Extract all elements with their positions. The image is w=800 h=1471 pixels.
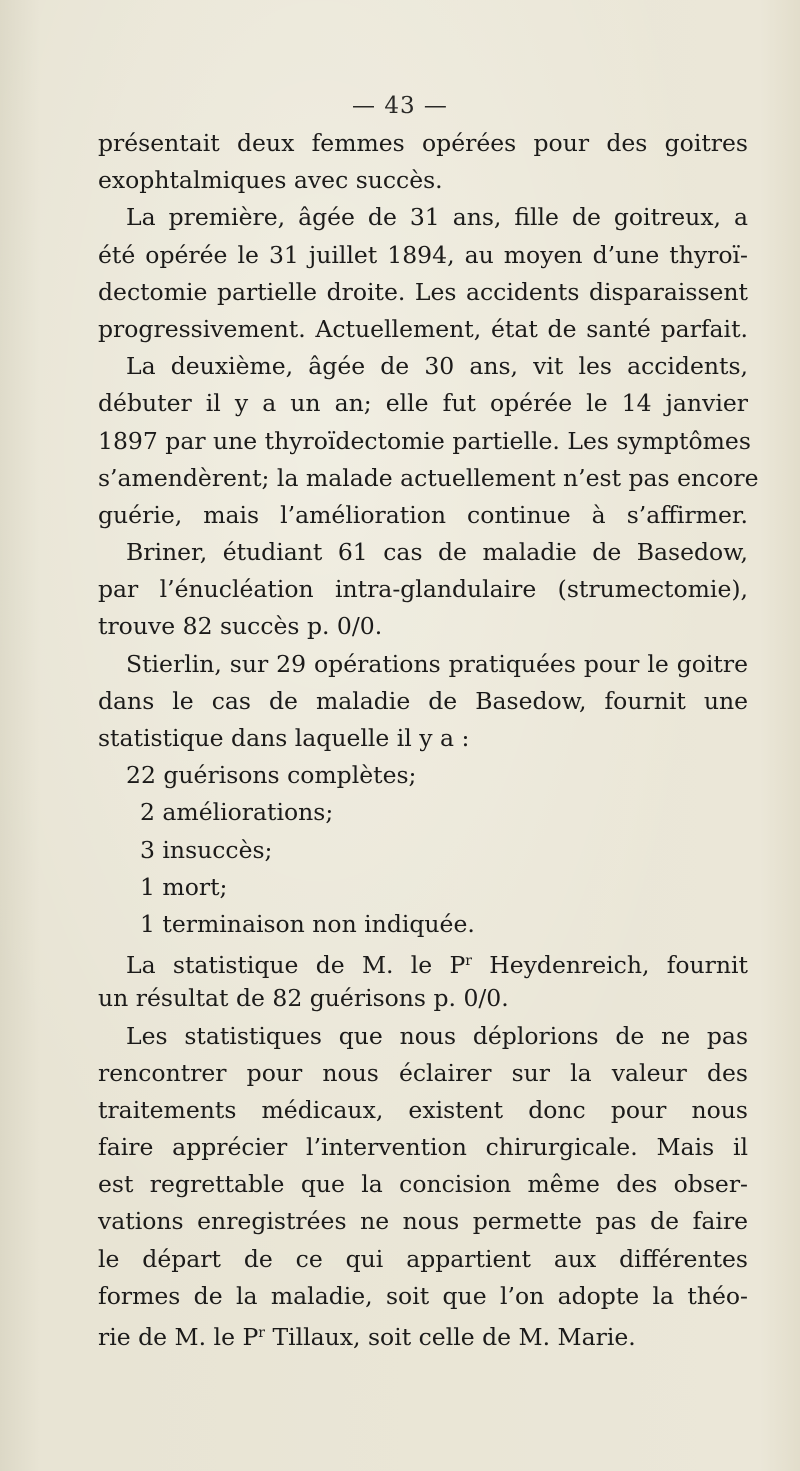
text-segment: La statistique de M. le P: [126, 951, 466, 980]
text-line: été opérée le 31 juillet 1894, au moyen d’une thyroï-: [98, 240, 748, 269]
text-line: est regrettable que la concision même des obser-: [98, 1170, 748, 1199]
text-segment: Heydenreich, fournit: [471, 951, 749, 980]
text-line: Les statistiques que nous déplorions de ne pas: [126, 1021, 748, 1050]
body-text: [98, 125, 759, 1352]
text-line: un résultat de 82 guérisons p. 0/0.: [98, 984, 509, 1013]
text-line: dectomie partielle droite. Les accidents disparaissent: [98, 277, 748, 306]
text-line: par l’énucléation intra-glandulaire (strumectomie),: [98, 575, 748, 604]
text-line: s’amendèrent; la malade actuellement n’est pas encore: [98, 463, 759, 492]
text-line: traitements médicaux, existent donc pour nous: [98, 1095, 748, 1124]
page-number: — 43 —: [352, 93, 448, 119]
text-line: présentait deux femmes opérées pour des goitres: [98, 129, 748, 157]
text-line: statistique dans laquelle il y a :: [98, 724, 470, 752]
text-line: [98, 943, 748, 980]
text-line: le départ de ce qui appartient aux différentes: [98, 1244, 748, 1273]
text-line: rencontrer pour nous éclairer sur la valeur des: [98, 1058, 748, 1087]
text-line: [98, 1315, 748, 1352]
text-line: formes de la maladie, soit que l’on adopte la théo-: [98, 1281, 748, 1310]
list-item: 22 guérisons complètes;: [126, 761, 417, 790]
list-item: 1 terminaison non indiquée.: [140, 909, 475, 938]
superscript: r: [258, 1325, 265, 1341]
text-line: 1897 par une thyroïdectomie partielle. Les symptômes: [98, 426, 751, 455]
text-segment: Tillaux, soit celle de M. Marie.: [264, 1323, 636, 1351]
superscript: r: [465, 953, 472, 970]
text-line: exophtalmiques avec succès.: [98, 166, 443, 195]
text-line: La deuxième, âgée de 30 ans, vit les accidents,: [126, 352, 748, 381]
list-item: 1 mort;: [140, 872, 228, 901]
text-line: guérie, mais l’amélioration continue à s’affirmer.: [98, 500, 748, 529]
text-line: progressivement. Actuellement, état de santé parfait.: [98, 314, 748, 343]
text-line: dans le cas de maladie de Basedow, fournit une: [98, 686, 748, 715]
list-item: 2 améliorations;: [140, 798, 334, 827]
text-line: Stierlin, sur 29 opérations pratiquées pour le goitre: [126, 649, 748, 678]
text-line: faire apprécier l’intervention chirurgicale. Mais il: [98, 1133, 748, 1162]
text-line: Briner, étudiant 61 cas de maladie de Basedow,: [126, 538, 748, 567]
text-line: trouve 82 succès p. 0/0.: [98, 612, 383, 641]
text-line: La première, âgée de 31 ans, fille de goitreux, a: [126, 203, 748, 232]
text-segment: rie de M. le P: [98, 1323, 259, 1351]
list-item: 3 insuccès;: [140, 835, 273, 864]
text-line: débuter il y a un an; elle fut opérée le 14 janvier: [98, 389, 748, 418]
text-line: vations enregistrées ne nous permette pas de faire: [98, 1207, 748, 1236]
